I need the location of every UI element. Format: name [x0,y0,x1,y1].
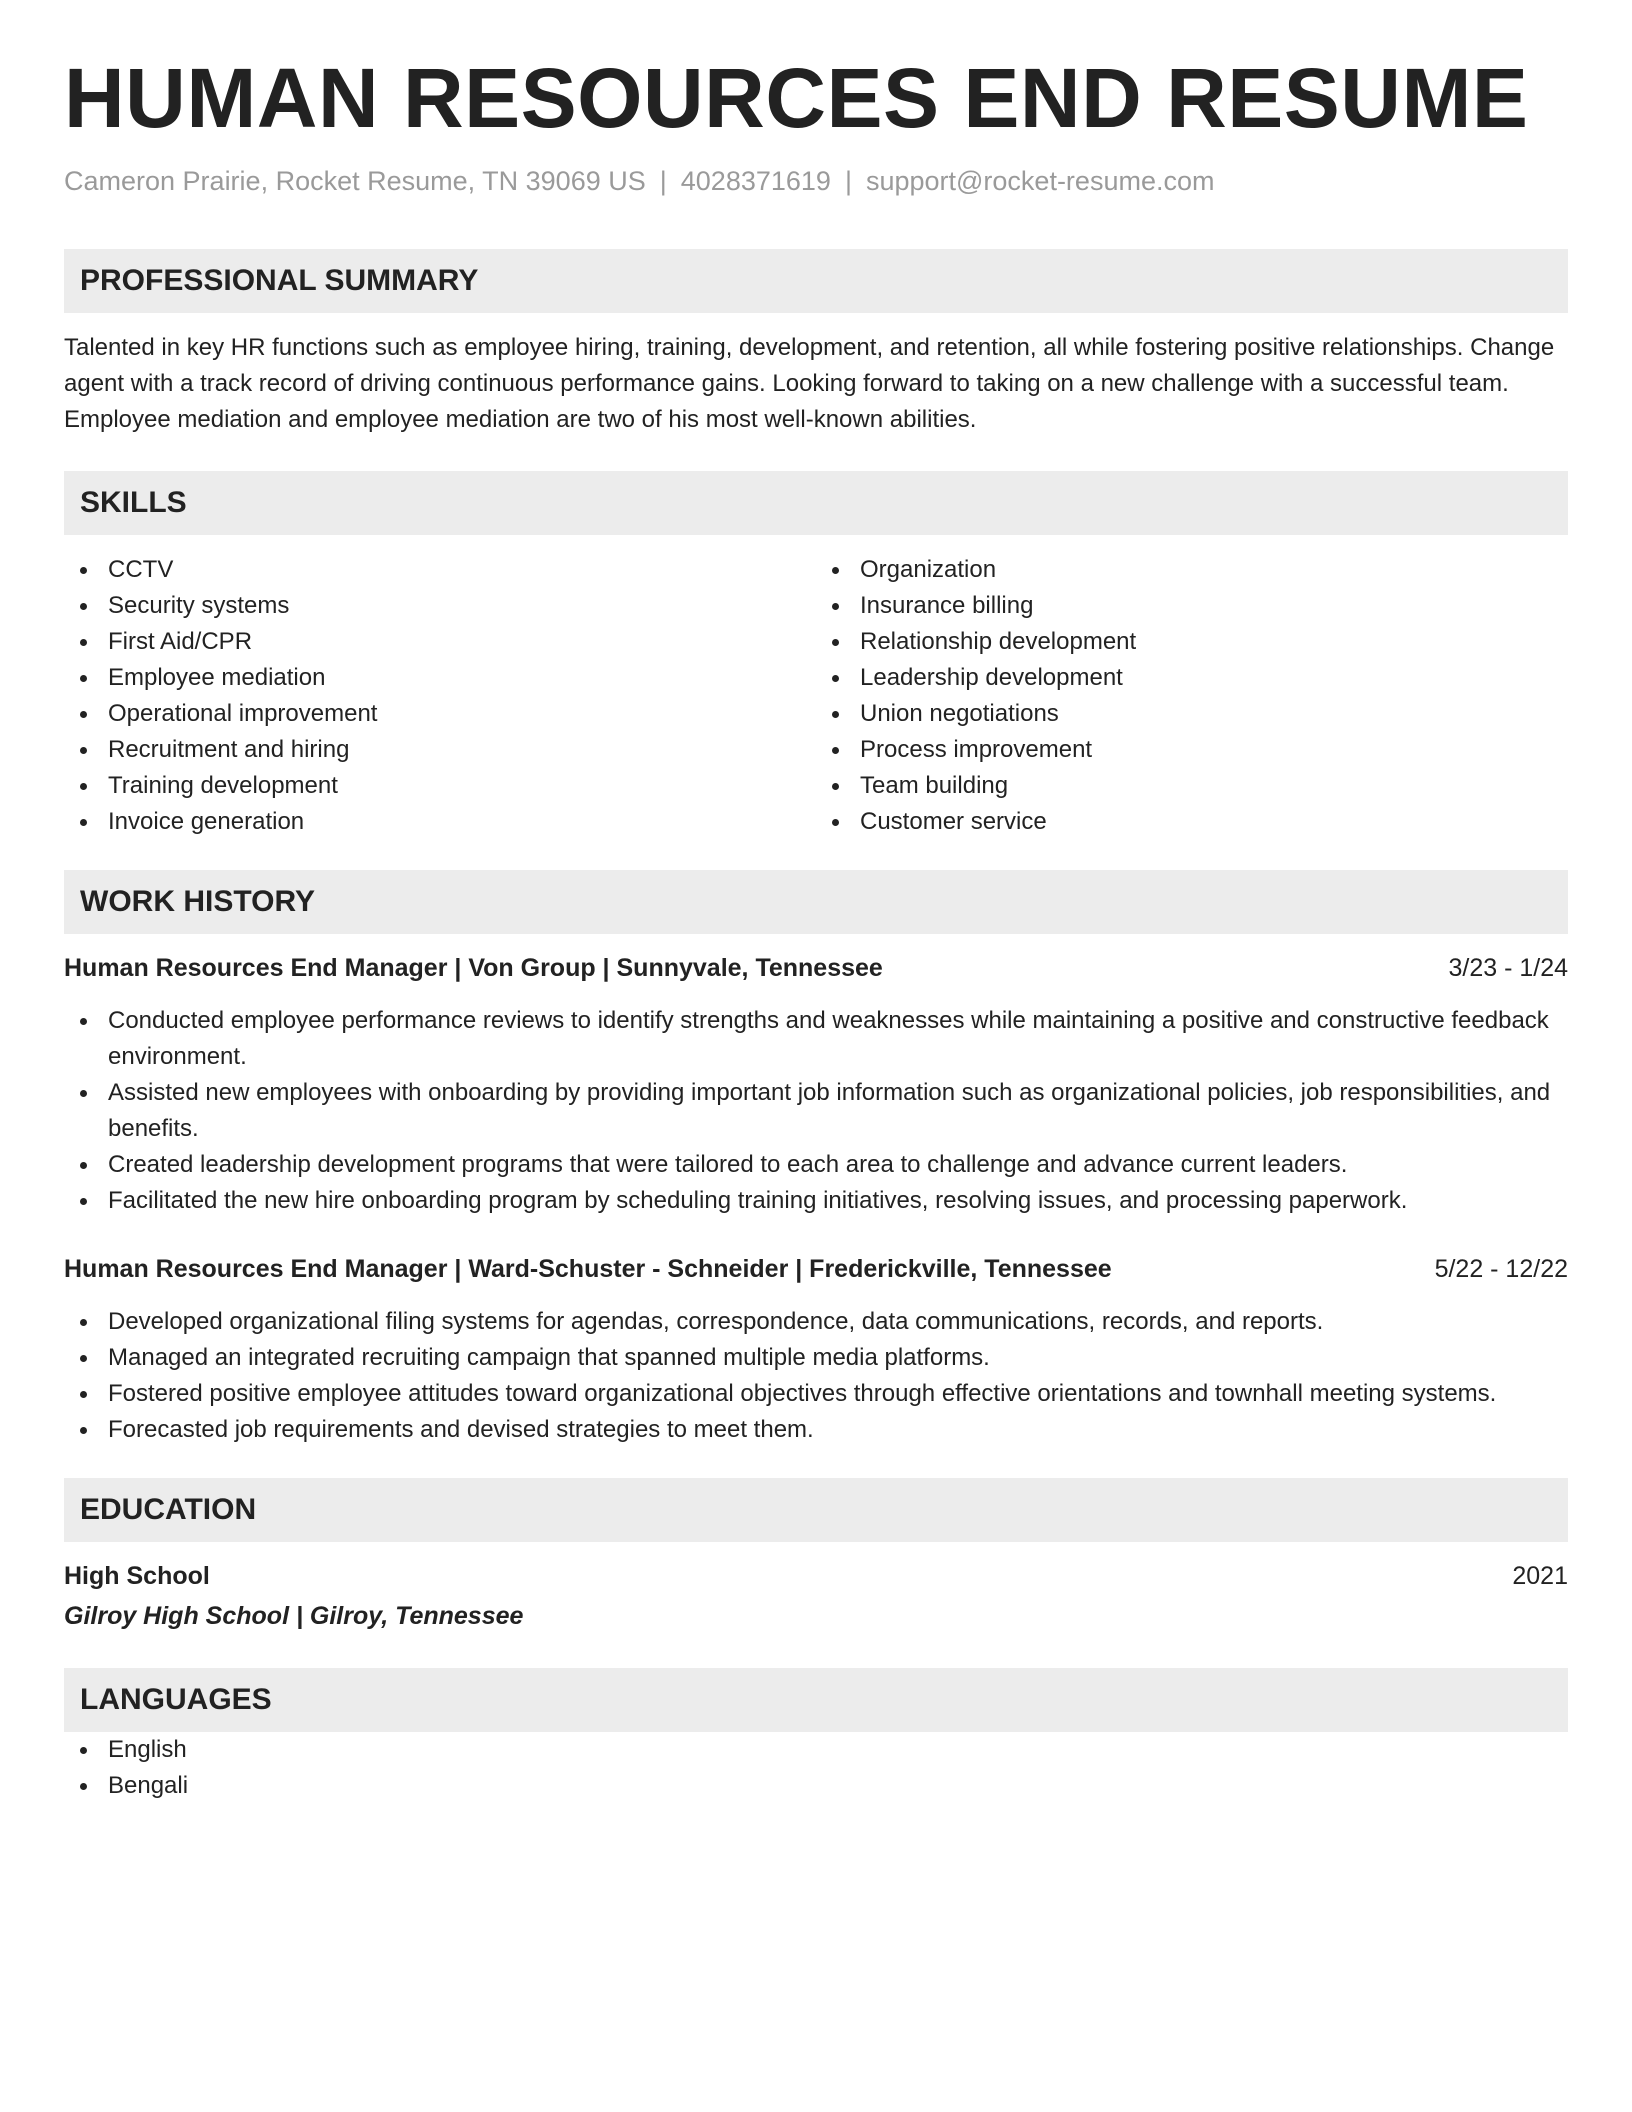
phone: 4028371619 [680,166,831,196]
languages-list [64,1732,1568,1804]
skills-column-left [64,552,816,840]
resume-title: HUMAN RESOURCES END RESUME [64,51,1529,145]
job-bullet: Managed an integrated recruiting campaign that spanned multiple media platforms. [64,1340,1568,1376]
job-bullet: Facilitated the new hire onboarding program by scheduling training initiatives, resolving issues, and processing paperwork. [64,1183,1568,1219]
job-header [64,950,1568,986]
skill-item: Employee mediation [64,660,816,696]
skill-item: Recruitment and hiring [64,732,816,768]
language-item: English [64,1732,1568,1768]
skill-item: Organization [816,552,1568,588]
education-header [64,1558,1568,1594]
job-bullets [64,1003,1568,1219]
skill-item: Relationship development [816,624,1568,660]
language-item: Bengali [64,1768,1568,1804]
section-heading-work-history: WORK HISTORY [64,870,1568,934]
contact-line [64,166,1568,197]
email: support@rocket-resume.com [865,166,1215,196]
job-dates: 3/23 - 1/24 [1448,954,1568,982]
section-heading-languages: LANGUAGES [64,1668,1568,1732]
skills-column-right [816,552,1568,840]
summary-text: Talented in key HR functions such as employee hiring, training, development, and retention, all while fostering positive relationships. Change agent with a track record of driving continuous performance gains. Looking forward to taking on a new challenge with a successful team. Employee mediation and employee mediation are two of his most well-known abilities. [64,334,1555,433]
job-bullet: Created leadership development programs that were tailored to each area to challenge and advance current leaders. [64,1147,1568,1183]
job-bullets [64,1304,1568,1448]
skill-item: Security systems [64,588,816,624]
job-bullet: Developed organizational filing systems for agendas, correspondence, data communications, records, and reports. [64,1304,1568,1340]
address: Cameron Prairie, Rocket Resume, TN 39069 US [64,166,646,196]
skill-item: Process improvement [816,732,1568,768]
skill-item: CCTV [64,552,816,588]
skill-item: First Aid/CPR [64,624,816,660]
skill-item: Operational improvement [64,696,816,732]
skill-item: Customer service [816,804,1568,840]
separator: | [659,166,667,196]
job-bullet: Forecasted job requirements and devised strategies to meet them. [64,1412,1568,1448]
skill-item: Union negotiations [816,696,1568,732]
education-degree: High School [64,1562,210,1590]
job-entry [64,1251,1568,1448]
education-school: Gilroy High School | Gilroy, Tennessee [64,1602,524,1630]
skill-item: Team building [816,768,1568,804]
job-title: Human Resources End Manager | Von Group | Sunnyvale, Tennessee [64,954,883,982]
skill-item: Insurance billing [816,588,1568,624]
job-dates: 5/22 - 12/22 [1434,1255,1568,1283]
education-year: 2021 [1512,1562,1568,1590]
section-heading-summary: PROFESSIONAL SUMMARY [64,249,1568,313]
skill-item: Training development [64,768,816,804]
section-heading-education: EDUCATION [64,1478,1568,1542]
job-bullet: Assisted new employees with onboarding by providing important job information such as organizational policies, job responsibilities, and benefits. [64,1075,1568,1147]
job-title: Human Resources End Manager | Ward-Schuster - Schneider | Frederickville, Tennessee [64,1255,1112,1283]
job-entry [64,950,1568,1219]
skill-item: Leadership development [816,660,1568,696]
section-heading-skills: SKILLS [64,471,1568,535]
separator: | [844,166,852,196]
job-bullet: Conducted employee performance reviews to identify strengths and weaknesses while maintaining a positive and constructive feedback environment. [64,1003,1568,1075]
job-header [64,1251,1568,1287]
skills-list [64,552,1568,840]
job-bullet: Fostered positive employee attitudes toward organizational objectives through effective orientations and townhall meeting systems. [64,1376,1568,1412]
skill-item: Invoice generation [64,804,816,840]
